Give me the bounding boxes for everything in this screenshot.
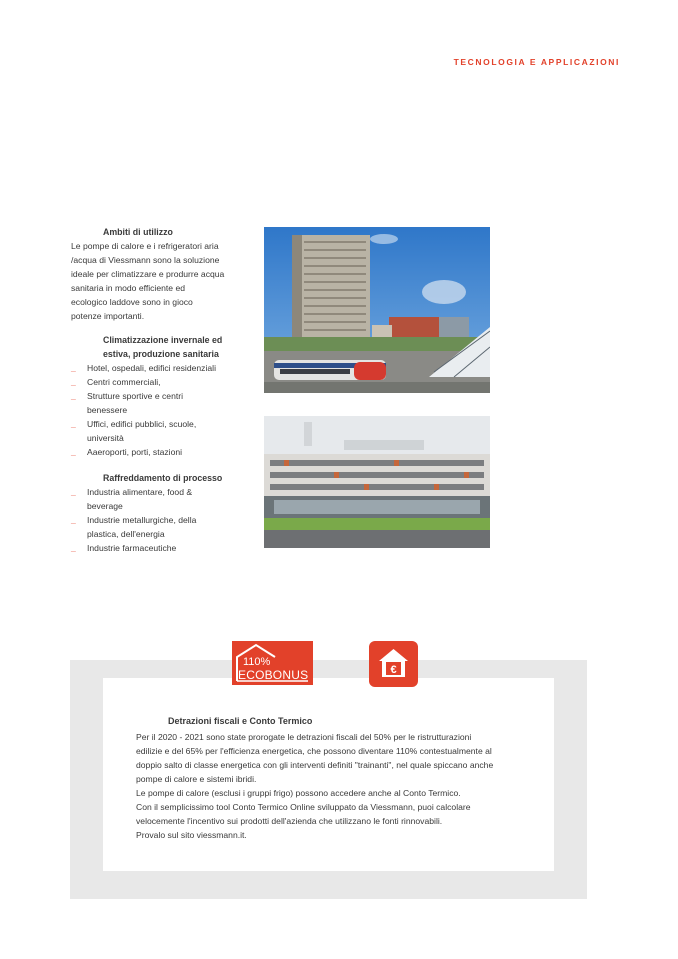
ambiti-line: /acqua di Viessmann sono la soluzione <box>71 255 220 265</box>
list-item-text: Aaeroporti, porti, stazioni <box>87 447 183 457</box>
ecobonus-number: 110% <box>243 656 271 668</box>
incentives-line: Le pompe di calore (esclusi i gruppi frigo) possono accedere anche al Conto Termico. <box>136 788 461 798</box>
raffreddamento-title: Raffreddamento di processo <box>103 473 223 483</box>
house-euro-icon <box>369 641 418 687</box>
bullet-dash: _ <box>71 543 76 553</box>
ecobonus-word: ECOBONUS <box>238 668 309 682</box>
section-header-label: TECNOLOGIA E APPLICAZIONI <box>453 57 620 67</box>
bullet-dash: _ <box>71 391 76 401</box>
list-item-text: benessere <box>87 405 128 415</box>
building-tower-photo <box>264 227 490 393</box>
bullet-dash: _ <box>71 363 76 373</box>
tower-illustration <box>264 227 490 393</box>
bullet-dash: _ <box>71 419 76 429</box>
climatizzazione-title-line: Climatizzazione invernale ed <box>103 335 223 345</box>
list-item <box>71 541 241 555</box>
ambiti-line: potenze importanti. <box>71 311 145 321</box>
bullet-dash: _ <box>71 447 76 457</box>
incentives-line: Provalo sul sito viessmann.it. <box>136 830 247 840</box>
climatizzazione-title <box>103 333 241 361</box>
list-item <box>71 513 241 541</box>
list-item-text: Centri commerciali, <box>87 377 161 387</box>
ecobonus-badge <box>232 641 313 685</box>
list-item <box>71 485 241 513</box>
list-item <box>71 417 241 445</box>
list-item-text: Hotel, ospedali, edifici residenziali <box>87 363 216 373</box>
ambiti-title: Ambiti di utilizzo <box>103 227 173 237</box>
incentives-line: Con il semplicissimo tool Conto Termico Online sviluppato da Viessmann, puoi calcolare <box>136 802 471 812</box>
euro-symbol: € <box>390 664 397 676</box>
climatizzazione-list <box>71 361 241 459</box>
list-item-text: Industrie farmaceutiche <box>87 543 177 553</box>
list-item-text: plastica, dell'energia <box>87 529 165 539</box>
incentives-line: pompe di calore e sistemi ibridi. <box>136 774 257 784</box>
modern-building-photo <box>264 416 490 548</box>
list-item <box>71 361 241 375</box>
list-item <box>71 445 241 459</box>
ambiti-line: ideale per climatizzare e produrre acqua <box>71 269 225 279</box>
list-item-text: Industrie metallurgiche, della <box>87 515 197 525</box>
list-item <box>71 375 241 389</box>
incentives-line: velocemente l'incentivo sui prodotti dell'azienda che utilizzano le fonti rinnovabili. <box>136 816 443 826</box>
list-item-text: università <box>87 433 124 443</box>
bullet-dash: _ <box>71 515 76 525</box>
list-item-text: Strutture sportive e centri <box>87 391 184 401</box>
ambiti-line: Le pompe di calore e i refrigeratori aria <box>71 241 219 251</box>
bullet-dash: _ <box>71 487 76 497</box>
conto-termico-badge <box>369 641 418 687</box>
incentives-line: Per il 2020 - 2021 sono state prorogate le detrazioni fiscali del 50% per le ristrutturazioni <box>136 732 472 742</box>
building-illustration <box>264 416 490 548</box>
raffreddamento-list <box>71 485 241 555</box>
list-item <box>71 389 241 417</box>
incentives-line: doppio salto di classe energetica con gli interventi definiti "trainanti", nel quale spiccano anche <box>136 760 494 770</box>
climatizzazione-title-line: estiva, produzione sanitaria <box>103 349 219 359</box>
list-item-text: Industria alimentare, food & <box>87 487 193 497</box>
incentives-title: Detrazioni fiscali e Conto Termico <box>168 716 313 726</box>
incentives-text <box>136 714 531 842</box>
left-text-column <box>71 225 241 555</box>
incentives-line: edilizie e del 65% per l'efficienza energetica, che possono diventare 110% contestualmente al <box>136 746 492 756</box>
list-item-text: beverage <box>87 501 123 511</box>
ambiti-paragraph <box>71 239 241 323</box>
ambiti-line: ecologico laddove sono in gioco <box>71 297 193 307</box>
ambiti-line: sanitaria in modo efficiente ed <box>71 283 186 293</box>
list-item-text: Uffici, edifici pubblici, scuole, <box>87 419 197 429</box>
bullet-dash: _ <box>71 377 76 387</box>
